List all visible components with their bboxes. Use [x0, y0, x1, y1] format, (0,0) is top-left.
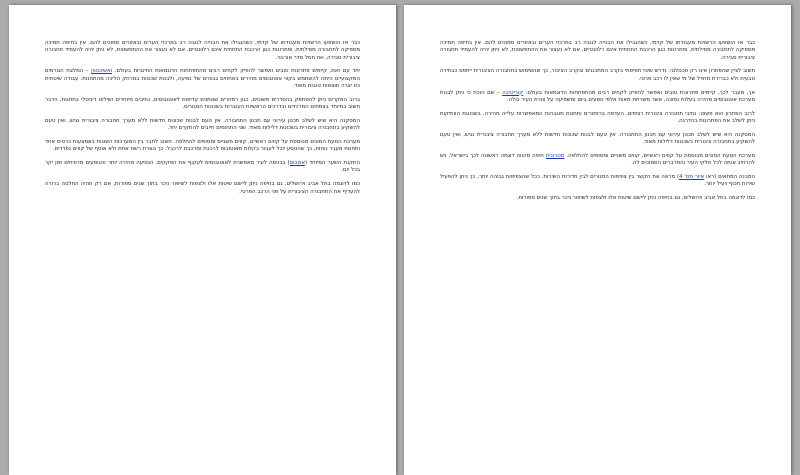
- paragraph-text-continued: – שם הוכח כי ניתן לבנות מערכת אוטובוסים מהירה בעלות נמוכה, אשר משרתת מאות אלפי נוסעים ביום ומשפיעה על צורת העיר כולה.: [440, 89, 755, 103]
- hyperlink[interactable]: ואשינגטון: [91, 68, 113, 75]
- paragraph: [440, 132, 755, 147]
- paragraph-text: מערכת הסעת המונים מבוססת על קווים ראשיים, קווים משניים ומסופים להחלפה.: [564, 152, 755, 159]
- paragraph: [440, 153, 755, 168]
- paragraph: [440, 195, 755, 202]
- hyperlink[interactable]: מטרונית: [545, 152, 565, 159]
- paragraph-text: כמו לדוגמה בתל אביב וירושלים, גם בחיפה ניתן ליישם שיטות אלו ולצפות לשיפור ניכר בתוך שנים ספורות, אם רק תהיה החלטה ברורה להעדיף את התחבורה הציבורית על פני הרכב הפרטי.: [45, 181, 360, 195]
- paragraph: [45, 160, 360, 175]
- document-page-right: [404, 5, 791, 475]
- paragraph: [45, 118, 360, 133]
- paragraph-text: כבר אז הושפעו הרשויות מעבודתו של קדמי, כשהגבילו את הבנייה לגובה רב במרכזי הערים ובאזורים סמוכים להם. אין בחיפה תמיכה מספיקה לתחבורה מסילתית, ופתרונות כגון הרכבת התחתית אינם רלוונטיים. אם לא נעצור את ההתפשטות, לא ניתן יהיה להעמיד תחבורה ציבורית סבירה, ואז חסל סדר אורבני.: [45, 40, 360, 61]
- paragraph-text: המסקנה היא שיש לשלב תכנון עירוני עם תכנון התחבורה. אין טעם לבנות שכונות חדשות ללא מערך תחבורה ציבורית נגיש, ואין טעם להשקיע בתחבורה ציבורית בשכונות דלילות מאוד. שני התחומים חייבים להתקדם יחד.: [45, 117, 360, 132]
- page-text-block: [45, 40, 360, 475]
- hyperlink[interactable]: אמבוס: [289, 160, 305, 167]
- paragraph: [45, 139, 360, 154]
- paragraph-text: המסקנה היא שיש לשלב תכנון עירוני עם תכנון התחבורה. אין טעם לבנות שכונות חדשות ללא מערך תחבורה ציבורית נגיש, ואין טעם להשקיע בתחבורה ציבורית בשכונות דלילות מאוד.: [440, 131, 755, 145]
- paragraph-text: מערכת הסעת המונים מבוססת על קווים ראשיים, קווים משניים ומסופים להחלפה. חשוב לחבר בין המערכות השונות באמצעות כרטיס אחד ותחנות מעבר נוחות, כך שהנוסע יוכל לעבור בקלות מאוטובוס לרכבת ומרכבת לרכבל. כך נוצרת רשת אחת ולא אוסף של קווים נפרדים.: [45, 139, 360, 153]
- paragraph: [440, 40, 755, 62]
- paragraph: [440, 111, 755, 126]
- hyperlink[interactable]: איור מס' 4: [679, 173, 705, 180]
- page-text-block: [440, 40, 755, 475]
- paragraph-text: לרוב הפתרון הוא פשוט: נתיבי תחבורה ציבורית רציפים, העדפה ברמזורים ותחנות מוגבהות המאפשרות עלייה מהירה. בשכונות הוותיקות ניתן לשלב את הפתרונות בהדרגה.: [440, 110, 755, 124]
- paragraph: [45, 97, 360, 112]
- paragraph: [45, 68, 360, 90]
- paragraph: [440, 174, 755, 189]
- paragraph-text: אך, מעבר לכך, קיימים פתרונות טובים ואפשר להפיק לקחים רבים מהתפתחות הדוגמאות בעולם.: [523, 89, 755, 96]
- paragraph: [440, 68, 755, 83]
- document-page-left: [9, 5, 396, 475]
- paragraph: [440, 90, 755, 105]
- paragraph-text: ברוב המקרים ניתן להסתפק בהסדרים פשוטים, כגון רמזורים שנותנים עדיפות לאוטובוסים, נתיבים מיוחדים ושילוט דיגיטלי בתחנות. הדבר חשוב במיוחד בצמתים המרכזיים ובדרכים הראשיות העוברות בשכונות המגורים.: [45, 96, 360, 111]
- paragraph-text-continued: – המלצת הגורמים המקצועיים היתה להשתמש בקווי אוטובוסים מהירים באחוזים גבוהים של נסיעה, ולבנות שכונות במרחק הליכה מהתחנות. עבודה שיטתית כזו יצרה תוצאות טובות מאוד.: [45, 68, 360, 90]
- paragraph-text: חשוב לציין שהפתרון אינו רק טכנולוגי. נדרש שינוי תפיסתי בקרב המתכננים ובקרב הציבור, כך שהשימוש בתחבורה הציבורית ייתפס כבחירה טבעית ולא כברירת מחדל של מי שאין לו רכב פרטי.: [440, 68, 755, 82]
- paragraph-text-continued: חיפה מהווה דוגמה ראשונה לכך בישראל, ויש להרחיב אותה לכל חלקי העיר והפרברים הסמוכים לה.: [440, 152, 755, 167]
- paragraph-text: כמו לדוגמה בתל אביב וירושלים, גם בחיפה ניתן ליישם שיטות אלו ולצפות לשיפור ניכר בתוך שנים ספורות.: [516, 194, 755, 201]
- paragraph: [45, 40, 360, 62]
- paragraph-text: התקנת השער המיוחד (: [304, 160, 360, 167]
- paragraph-text-continued: ) מראה את הקשר בין צפיפות המגורים לבין תדירות השירות. ככל שהצפיפות גבוהה יותר, כך ניתן להפעיל שירות תכוף ויעיל יותר.: [440, 173, 755, 188]
- paragraph-text: המבנה המתאים (ראו: [704, 173, 756, 180]
- hyperlink[interactable]: קוריטיבה: [502, 89, 524, 96]
- paragraph-text: כבר אז הושפעו הרשויות מעבודתו של קדמי, כשהגבילו את הבנייה לגובה רב במרכזי הערים ובאזורים סמוכים להם. אין בחיפה תמיכה מספיקה לתחבורה מסילתית, ופתרונות כגון הרכבת התחתית אינם רלוונטיים. אם לא נעצור את ההתפשטות, לא ניתן יהיה להעמיד תחבורה ציבורית סבירה.: [440, 40, 755, 61]
- paragraph-text: יחד עם זאת, קיימים פתרונות טובים ואפשר להפיק לקחים רבים מהתפתחות הדוגמאות החיוביות בעולם.: [112, 68, 360, 75]
- paragraph: [45, 181, 360, 196]
- paragraph-text-continued: ) בכניסה לעיר מאפשרת לאוטובוסים לעקוף את הפקקים. הנסיעה מהירה יותר והנוסעים מרוויחים זמן יקר בכל יום.: [45, 160, 360, 174]
